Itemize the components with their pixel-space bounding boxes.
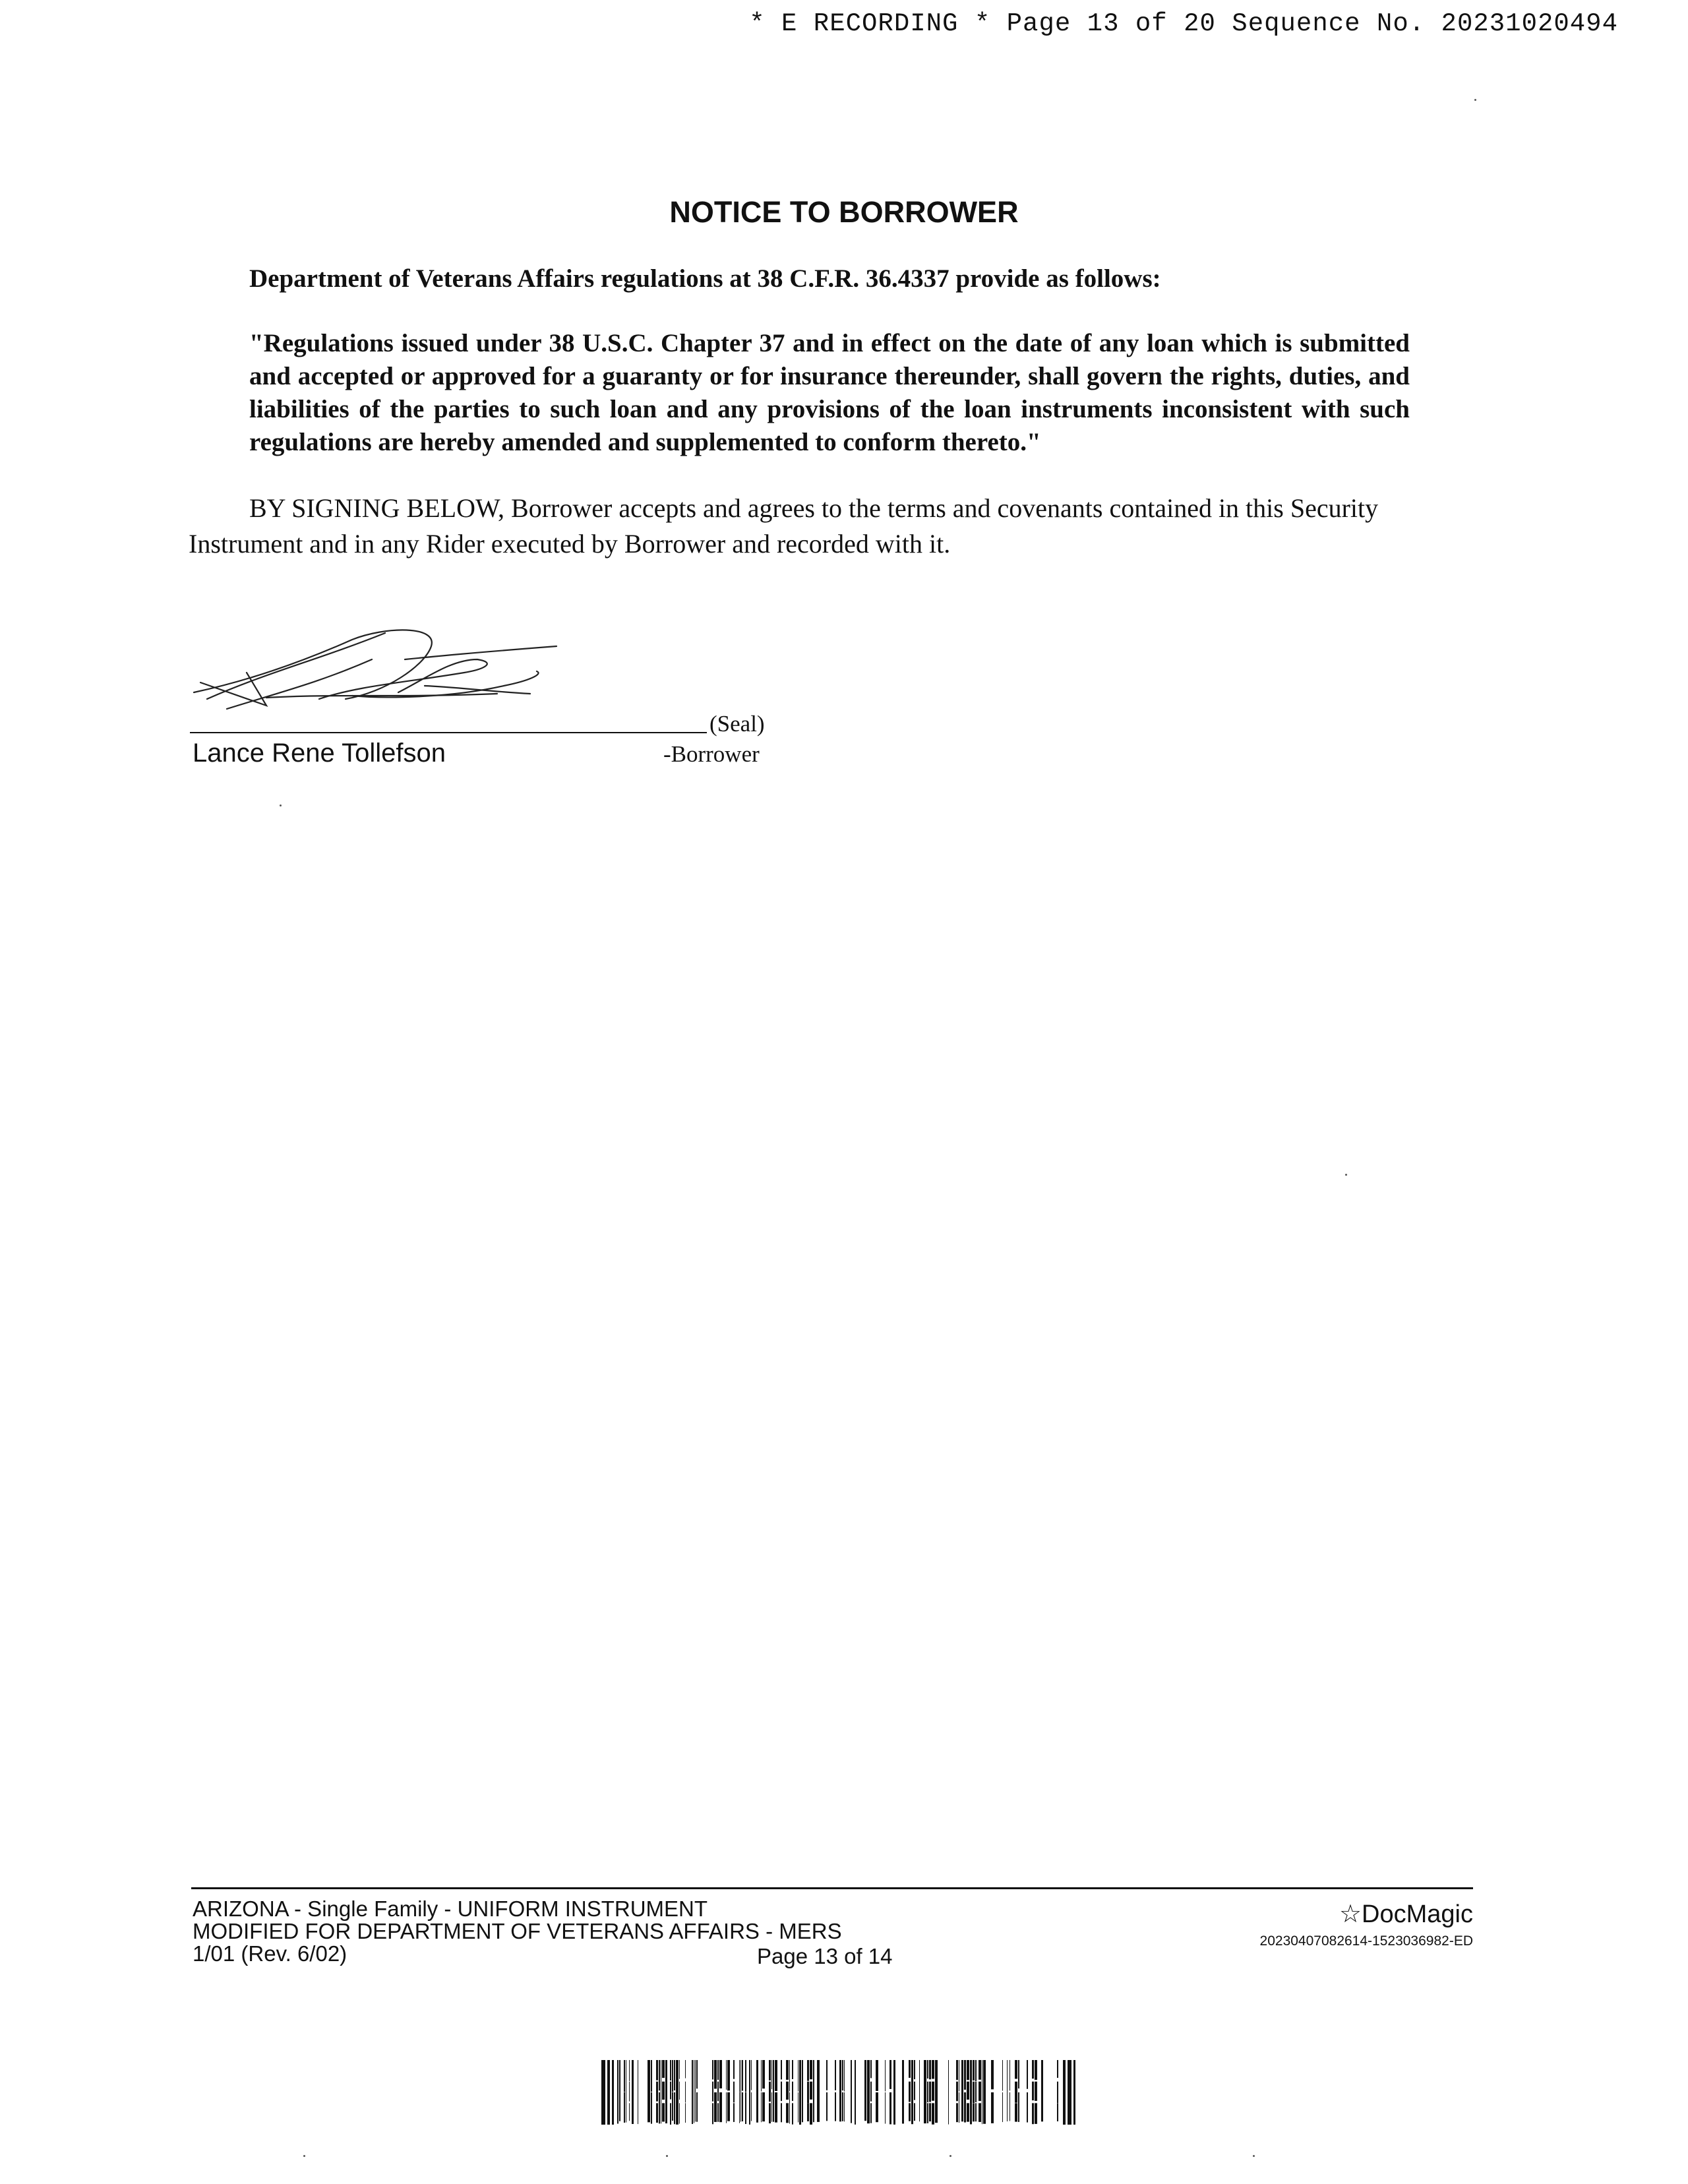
regulation-intro: Department of Veterans Affairs regulations at 38 C.F.R. 36.4337 provide as follows: xyxy=(249,264,1161,293)
vendor-logo xyxy=(1339,1899,1473,1929)
scan-speck xyxy=(950,2155,951,2157)
borrower-name: Lance Rene Tollefson xyxy=(193,739,446,768)
scan-speck xyxy=(303,2155,305,2157)
signing-statement: BY SIGNING BELOW, Borrower accepts and agrees to the terms and covenants contained in this Security Instrument and in any Rider executed by Borrower and recorded with it. xyxy=(189,493,1379,559)
page-title: NOTICE TO BORROWER xyxy=(669,195,1019,229)
form-line-3: 1/01 (Rev. 6/02) xyxy=(193,1941,347,1966)
borrower-signature xyxy=(187,620,583,725)
scan-speck xyxy=(280,804,282,806)
form-line-2: MODIFIED FOR DEPARTMENT OF VETERANS AFFAIRS - MERS xyxy=(193,1919,842,1943)
star-outline-icon: ☆ xyxy=(1339,1900,1362,1928)
form-identification xyxy=(193,1898,842,1965)
signature-line xyxy=(190,732,707,733)
scan-speck xyxy=(1253,2155,1255,2157)
borrower-role-label: -Borrower xyxy=(663,741,760,767)
form-line-1: ARIZONA - Single Family - UNIFORM INSTRUMENT xyxy=(193,1896,708,1921)
recording-stamp: * E RECORDING * Page 13 of 20 Sequence No. 20231020494 xyxy=(749,9,1618,38)
barcode-icon xyxy=(601,2060,1076,2125)
page-number: Page 13 of 14 xyxy=(757,1944,893,1968)
scan-speck xyxy=(1474,99,1476,101)
seal-label: (Seal) xyxy=(709,711,765,737)
footer-divider xyxy=(191,1887,1473,1889)
scan-speck xyxy=(666,2155,668,2157)
vendor-logo-text: DocMagic xyxy=(1362,1900,1473,1928)
document-id: 20230407082614-1523036982-ED xyxy=(1259,1933,1473,1949)
regulation-quote: "Regulations issued under 38 U.S.C. Chapter 37 and in effect on the date of any loan which is submitted and accepted or approved for a guaranty or for insurance thereunder, shall govern the rights, duties, and liabilities of the parties to such loan and any provisions of the loan instruments inconsistent with such regulations are hereby amended and supplemented to conform thereto." xyxy=(249,329,1410,456)
scan-speck xyxy=(1345,1174,1347,1176)
